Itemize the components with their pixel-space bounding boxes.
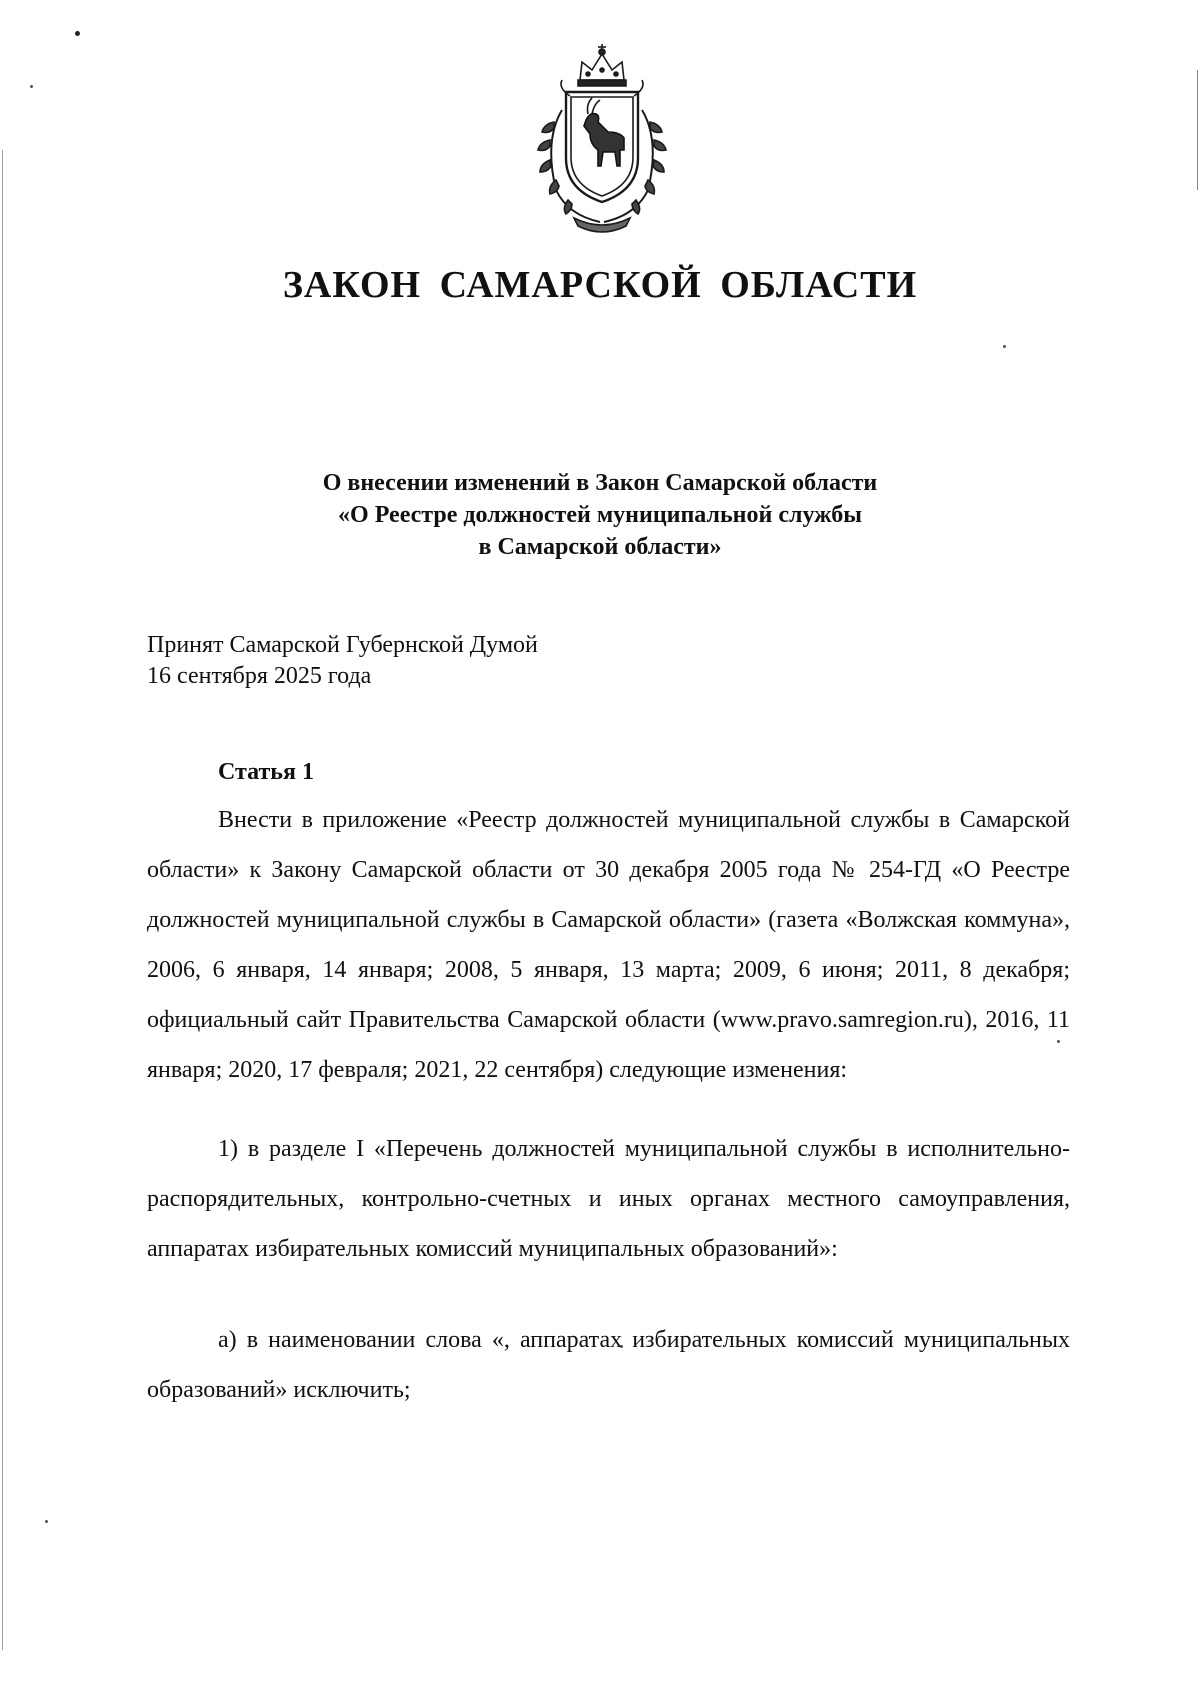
subtitle-line: «О Реестре должностей муниципальной службы <box>338 502 862 528</box>
law-subtitle <box>0 467 1200 563</box>
article-heading: Статья 1 <box>218 759 314 785</box>
paragraph-text: Внести в приложение «Реестр должностей муниципальной службы в Самарской области» к Закону Самарской области от 30 декабря 2005 года № 254-ГД «О Реестре должностей муниципальной службы в Самарской области» (газета «Волжская коммуна», 2006, 6 января, 14 января; 2008, 5 января, 13 марта; 2009, 6 июня; 2011, 8 декабря; официальный сайт Правительства Самарской области (www.pravo.samregion.ru), 2016, 11 января; 2020, 17 февраля; 2021, 22 сентября) следующие изменения: <box>147 807 1070 1083</box>
article-paragraph-item-a <box>147 1315 1070 1415</box>
scan-speck <box>30 85 33 88</box>
adoption-note <box>147 630 538 692</box>
adoption-line: Принят Самарской Губернской Думой <box>147 632 538 658</box>
article-paragraph-item-1 <box>147 1124 1070 1274</box>
scan-edge-line-right <box>1197 70 1198 190</box>
paragraph-text: а) в наименовании слова «, аппаратах избирательных комиссий муниципальных образований» исключить; <box>147 1327 1070 1403</box>
scan-edge-line-left <box>2 150 3 1650</box>
scan-speck <box>45 1520 48 1523</box>
article-paragraph-intro <box>147 795 1070 1095</box>
subtitle-line: О внесении изменений в Закон Самарской области <box>322 470 878 496</box>
scan-speck <box>75 31 80 36</box>
law-title: ЗАКОН САМАРСКОЙ ОБЛАСТИ <box>282 264 918 306</box>
adoption-date: 16 сентября 2025 года <box>147 663 372 689</box>
scan-speck <box>1003 345 1006 348</box>
paragraph-text: 1) в разделе I «Перечень должностей муниципальной службы в исполнительно-распорядительных, контрольно-счетных и иных органах местного самоуправления, аппаратах избирательных комиссий муниципальных образований»: <box>147 1136 1070 1262</box>
subtitle-line: в Самарской области» <box>478 534 722 560</box>
samara-oblast-coat-of-arms-icon <box>522 40 682 240</box>
